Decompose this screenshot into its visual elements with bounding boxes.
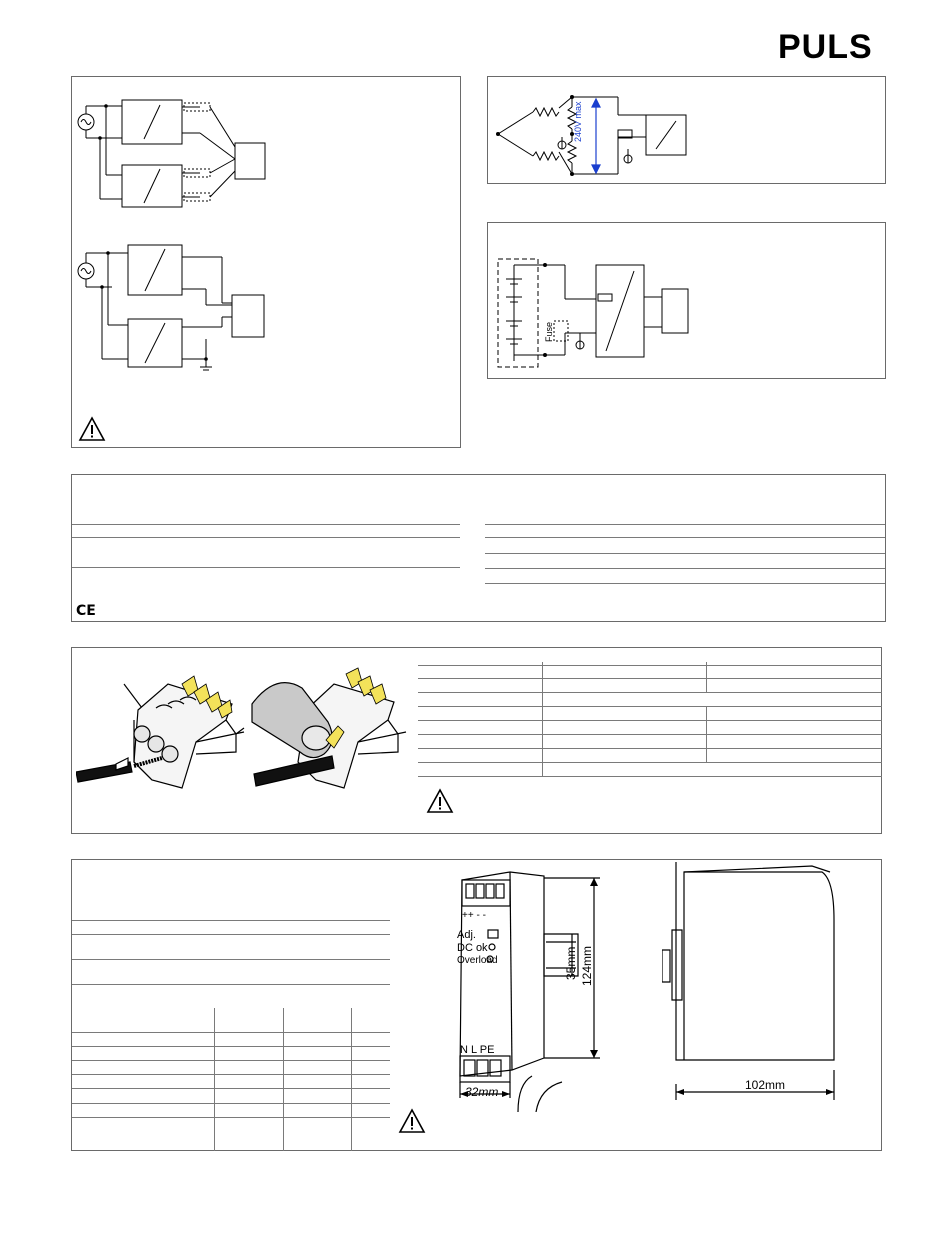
terminal-table-rule [418, 748, 882, 749]
wiring-redundancy-section [71, 76, 461, 448]
terminal-table-rule [418, 762, 882, 763]
warning-triangle-icon [426, 788, 454, 814]
approvals-rule [485, 568, 885, 569]
overload-led-label: Overload [457, 955, 498, 966]
width-dimension: 32mm [465, 1085, 499, 1099]
earthing-diagram-section [487, 76, 886, 184]
terminal-table-rule [418, 734, 882, 735]
terminal-table-divider [706, 706, 707, 762]
top-terminal-polarity: ++ - - [462, 910, 486, 921]
terminal-table-rule [418, 665, 882, 666]
terminal-table-rule [418, 706, 882, 707]
rail-dimension: 35mm [564, 946, 578, 980]
approvals-rule [72, 537, 460, 538]
front-view-drawing [440, 862, 610, 1112]
terminal-table-rule [418, 692, 882, 693]
dimensions-table-divider [283, 1008, 284, 1151]
adj-potentiometer-label: Adj. [457, 929, 476, 941]
terminals-section [71, 647, 882, 834]
dimensions-table-rule [72, 1103, 390, 1104]
terminal-table-divider [706, 662, 707, 692]
dimensions-table-divider [351, 1008, 352, 1151]
battery-fuse-diagram [488, 223, 887, 380]
parallel-wiring-diagram [72, 77, 462, 377]
terminal-table-rule [418, 678, 882, 679]
warning-triangle-icon [78, 416, 106, 442]
warning-triangle-icon [398, 1108, 426, 1134]
dimensions-table-rule [72, 984, 390, 985]
terminal-table-divider [542, 662, 543, 776]
voltage-limit-label: 240V max [573, 101, 583, 142]
terminal-table-rule [418, 776, 882, 777]
approvals-section [71, 474, 886, 622]
dimensions-table-rule [72, 934, 390, 935]
delta-earthing-diagram [488, 77, 887, 185]
dc-ok-led-label: DC ok [457, 942, 488, 954]
approvals-rule [485, 553, 885, 554]
puls-logo: PULS [778, 28, 873, 66]
dimensions-table-divider [214, 1008, 215, 1151]
dimensions-table-rule [72, 1088, 390, 1089]
approvals-rule [72, 524, 460, 525]
battery-fuse-section [487, 222, 886, 379]
approvals-rule [485, 583, 885, 584]
approvals-rule [485, 537, 885, 538]
side-view-drawing [662, 860, 862, 1110]
dimensions-table-rule [72, 1117, 390, 1118]
depth-dimension: 102mm [745, 1078, 786, 1092]
bottom-terminal-label: N L PE [460, 1044, 495, 1056]
terminal-insertion-illustration [76, 662, 416, 812]
approvals-rule [72, 567, 460, 568]
dimensions-table-rule [72, 1046, 390, 1047]
dimensions-table-rule [72, 1060, 390, 1061]
height-dimension: 124mm [580, 945, 594, 986]
dimensions-table-rule [72, 1032, 390, 1033]
dimensions-section [71, 859, 882, 1151]
terminal-table-rule [418, 720, 882, 721]
fuse-label: Fuse [544, 321, 554, 342]
dimensions-table-rule [72, 959, 390, 960]
dimensions-table-rule [72, 1074, 390, 1075]
approvals-rule [485, 524, 885, 525]
dimensions-table-rule [72, 920, 390, 921]
ce-mark: CE [76, 603, 96, 619]
